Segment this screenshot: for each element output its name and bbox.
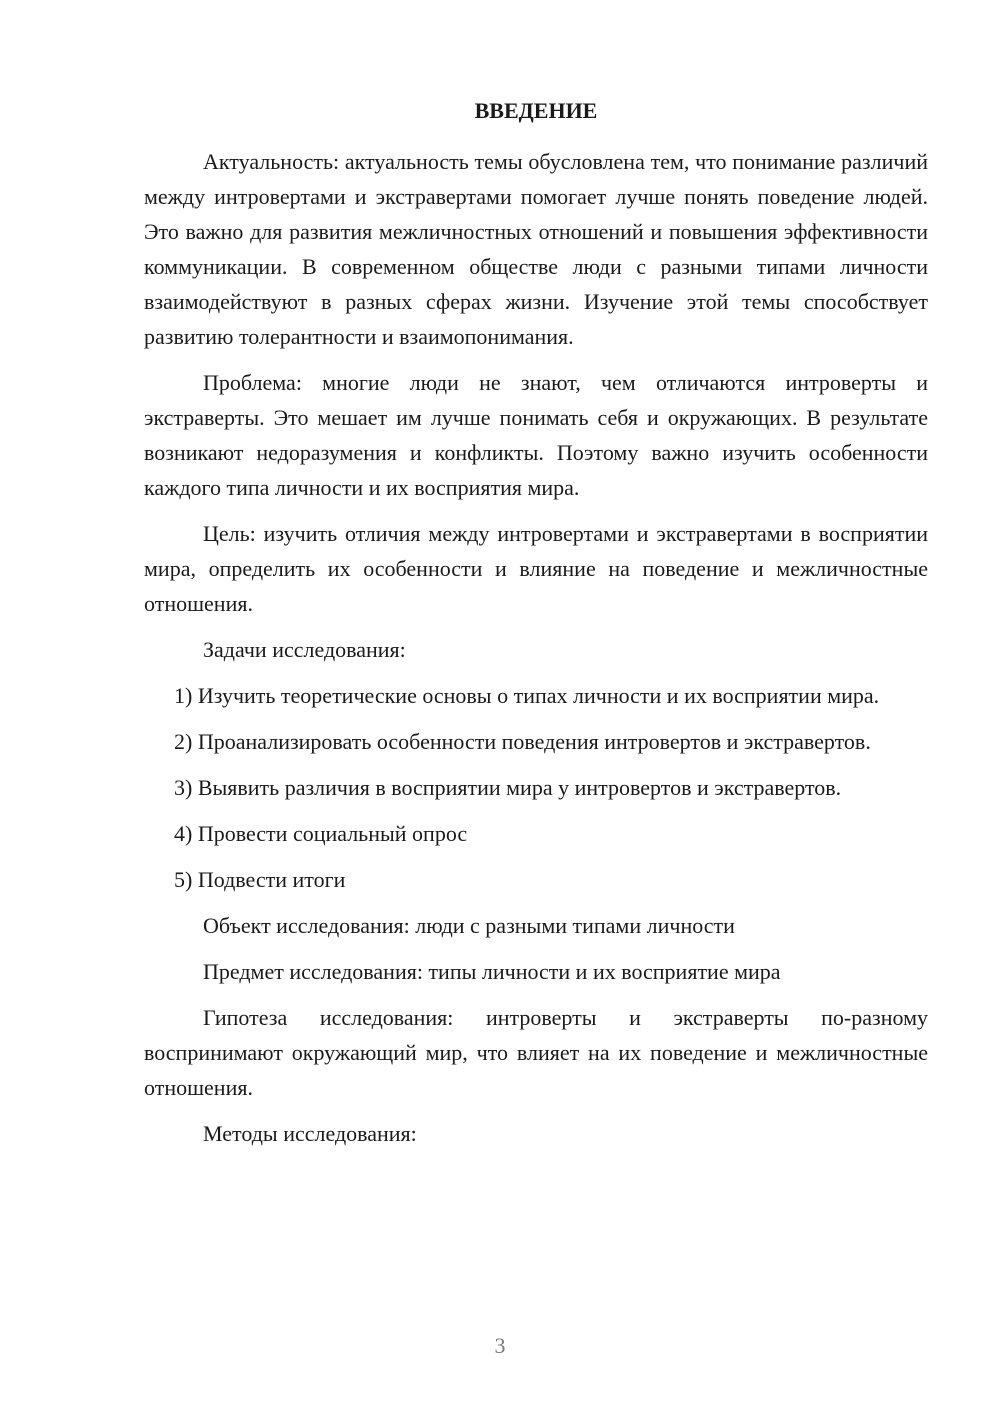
page-number: 3 (494, 1333, 506, 1358)
task-item-4: 4) Провести социальный опрос (174, 821, 468, 846)
problem-paragraph: Проблема: многие люди не знают, чем отличаются интроверты и экстраверты. Это мешает им лучше понимать себя и окружающих. В результате возникают недоразумения и конфликты. Поэтому важно изучить особенности каждого типа личности и их восприятия мира. (144, 370, 928, 500)
task-item-2: 2) Проанализировать особенности поведения интровертов и экстравертов. (174, 729, 871, 754)
research-subject: Предмет исследования: типы личности и их восприятие мира (203, 959, 781, 984)
task-item-3: 3) Выявить различия в восприятии мира у интровертов и экстравертов. (174, 775, 842, 800)
goal-paragraph: Цель: изучить отличия между интровертами и экстравертами в восприятии мира, определить их особенности и влияние на поведение и межличностные отношения. (144, 521, 928, 616)
section-title: ВВЕДЕНИЕ (474, 98, 598, 123)
document-page (144, 96, 928, 1162)
methods-heading: Методы исследования: (203, 1121, 417, 1146)
task-item-1: 1) Изучить теоретические основы о типах личности и их восприятии мира. (174, 683, 880, 708)
task-item-5: 5) Подвести итоги (174, 867, 346, 892)
research-hypothesis: Гипотеза исследования: интроверты и экстраверты по-разному воспринимают окружающий мир, что влияет на их поведение и межличностные отношения. (144, 1005, 928, 1100)
tasks-heading: Задачи исследования: (203, 637, 406, 662)
relevance-paragraph: Актуальность: актуальность темы обусловлена тем, что понимание различий между интровертами и экстравертами помогает лучше понять поведение людей. Это важно для развития межличностных отношений и повышения эффективности коммуникации. В современном обществе люди с разными типами личности взаимодействуют в разных сферах жизни. Изучение этой темы способствует развитию толерантности и взаимопонимания. (144, 149, 928, 349)
research-object: Объект исследования: люди с разными типами личности (203, 913, 735, 938)
